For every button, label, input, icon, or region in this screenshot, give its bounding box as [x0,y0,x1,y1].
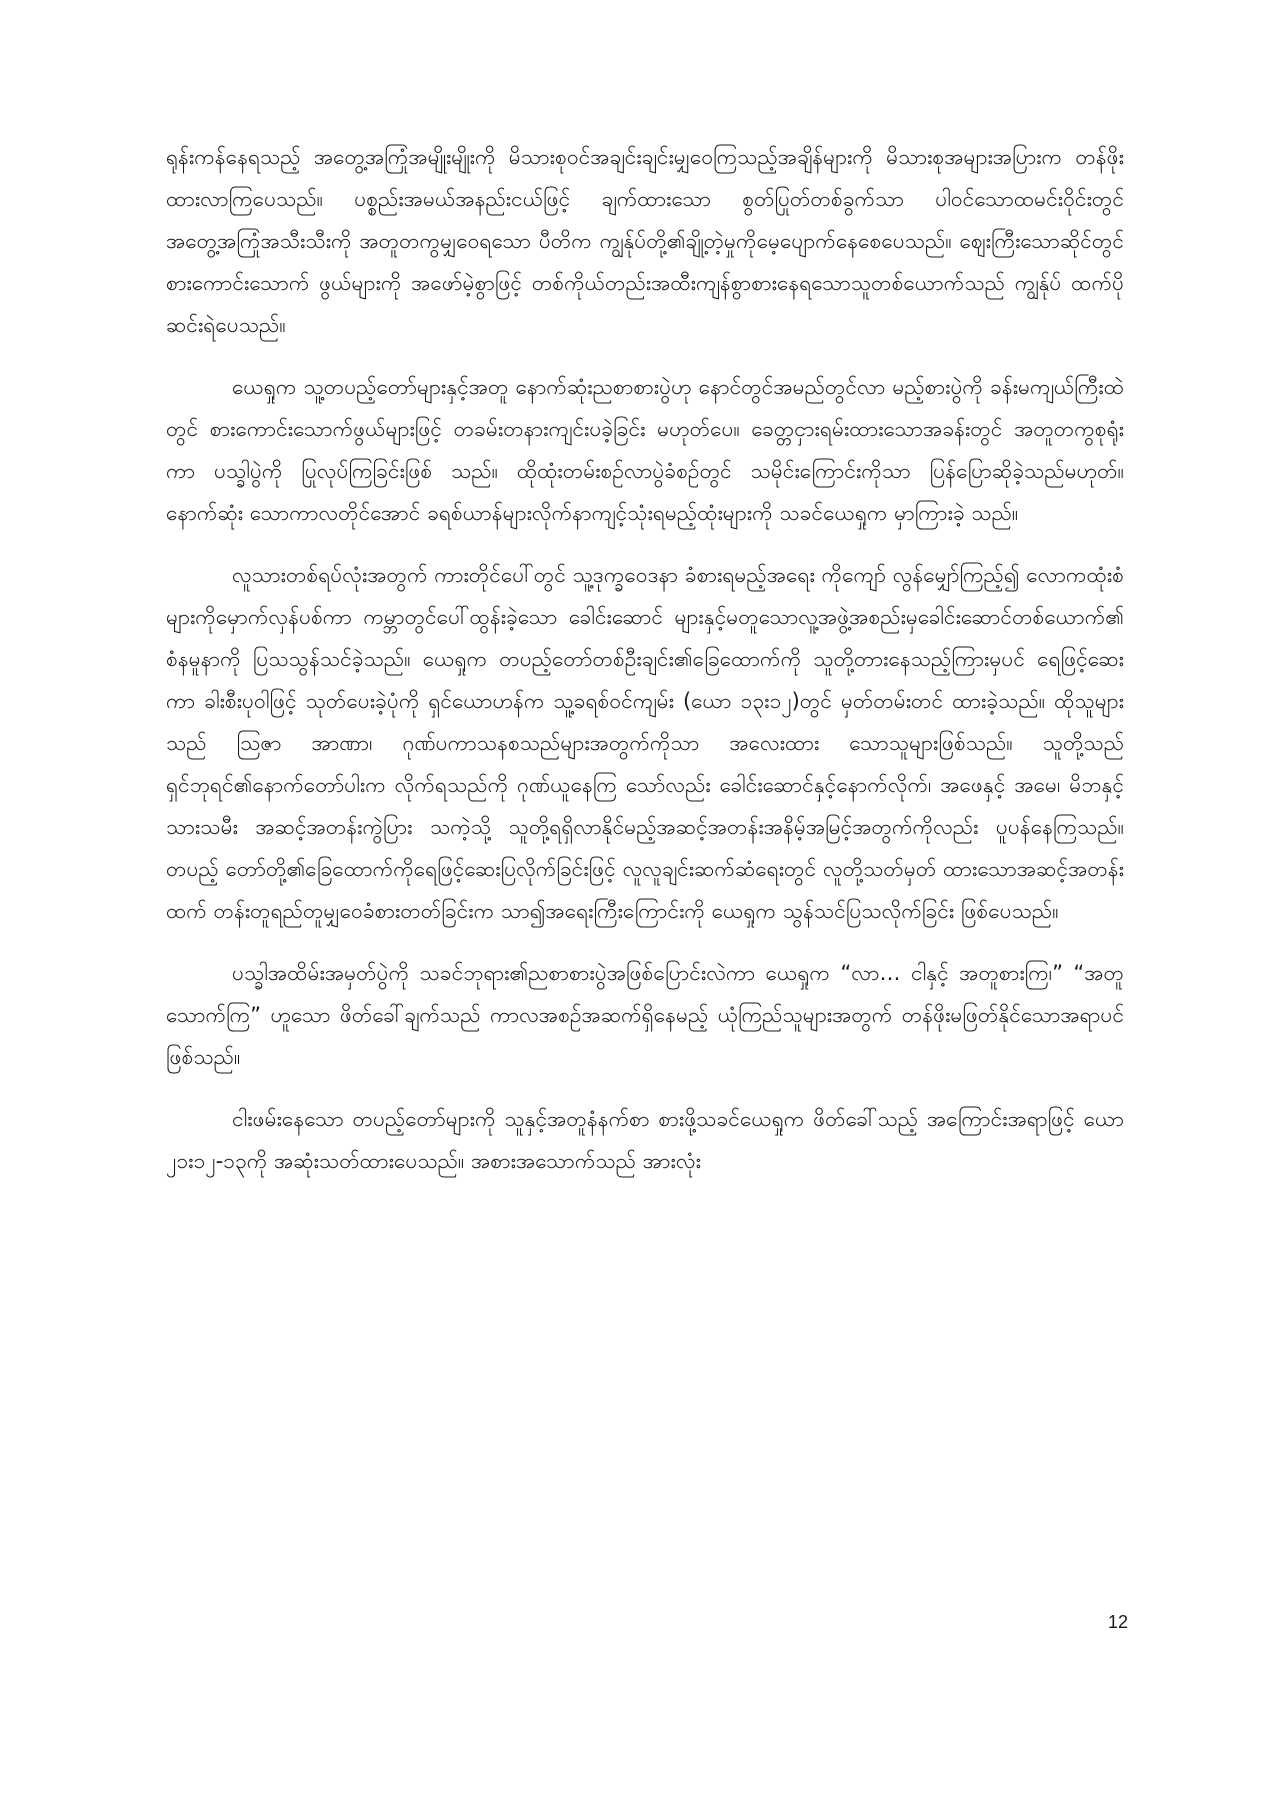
paragraph-4: ပသ္ခါအထိမ်းအမှတ်ပွဲကို သခင်ဘုရား၏ညစာစားပွဲအဖြစ်ပြောင်းလဲကာ ယေရှုက “လာ… ငါနှင့် အတူစားကြ၊” “အတူသောက်ကြ” ဟူသော ဖိတ်ခေါ်ချက်သည် ကာလအစဉ်အဆက်ရှိနေမည့် ယုံကြည်သူများအတွက် တန်ဖိုးမဖြတ်နိုင်သောအရာပင် ဖြစ်သည်။ [166,961,1124,1069]
paragraph-1: ရုန်းကန်နေရသည့် အတွေ့အကြုံအမျိုးမျိုးကို မိသားစုဝင်အချင်းချင်းမျှဝေကြသည့်အချိန်များကို မိသားစုအများအပြားက တန်ဖိုးထားလာကြပေသည်။ ပစ္စည်းအမယ်အနည်းငယ်ဖြင့် ချက်ထားသော စွတ်ပြုတ်တစ်ခွက်သာ ပါဝင်သောထမင်းဝိုင်းတွင် အတွေ့အကြုံအသီးသီးကို အတူတကွမျှဝေရသော ပီတိက ကျွန်ုပ်တို့၏ချို့တဲ့မှုကိုမေ့ပျောက်နေစေပေသည်။ ဈေးကြီးသောဆိုင်တွင်စားကောင်းသောက် ဖွယ်များကို အဖော်မဲ့စွာဖြင့် တစ်ကိုယ်တည်းအထီးကျန်စွာစားနေရသောသူတစ်ယောက်သည် ကျွန်ုပ် ထက်ပိုဆင်းရဲပေသည်။ [166,145,1124,337]
page-number: 12 [1107,1612,1128,1632]
paragraph-3: လူသားတစ်ရပ်လုံးအတွက် ကားတိုင်ပေါ်တွင် သူ့ဒုက္ခဝေဒနာ ခံစားရမည့်အရေး ကိုကျော် လွန်မျှော်ကြည့်၍ လောကထုံးစံများကိုမှောက်လှန်ပစ်ကာ ကမ္ဘာတွင်ပေါ်ထွန်းခဲ့သော ခေါင်းဆောင် များနှင့်မတူသောလူ့အဖွဲ့အစည်းမှခေါင်းဆောင်တစ်ယောက်၏ စံနမူနာကို ပြသသွန်သင်ခဲ့သည်။ ယေရှုက တပည့်တော်တစ်ဦးချင်း၏ခြေထောက်ကို သူတို့တားနေသည့်ကြားမှပင် ရေဖြင့်ဆေးကာ ခါးစီးပုဝါဖြင့် သုတ်ပေးခဲ့ပုံကို ရှင်ယောဟန်က သူ့ခရစ်ဝင်ကျမ်း (ယော ၁၃း၁၂)တွင် မှတ်တမ်းတင် ထားခဲ့သည်။ ထိုသူများသည် ဩဇာ အာဏာ၊ ဂုဏ်ပကာသနစသည်များအတွက်ကိုသာ အလေးထား သောသူများဖြစ်သည်။ သူတို့သည် ရှင်ဘုရင်၏နောက်တော်ပါးက လိုက်ရသည်ကို ဂုဏ်ယူနေကြ သော်လည်း ခေါင်းဆောင်နှင့်နောက်လိုက်၊ အဖေနှင့် အမေ၊ မိဘနှင့်သားသမီး အဆင့်အတန်းကွဲပြား သကဲ့သို့ သူတို့ရရှိလာနိုင်မည့်အဆင့်အတန်းအနိမ့်အမြင့်အတွက်ကိုလည်း ပူပန်နေကြသည်။ တပည့် တော်တို့၏ခြေထောက်ကိုရေဖြင့်ဆေးပြလိုက်ခြင်းဖြင့် လူလူချင်းဆက်ဆံရေးတွင် လူတို့သတ်မှတ် ထားသောအဆင့်အတန်းထက် တန်းတူရည်တူမျှဝေခံစားတတ်ခြင်းက သာ၍အရေးကြီးကြောင်းကို ယေရှုက သွန်သင်ပြသလိုက်ခြင်း ဖြစ်ပေသည်။ [166,563,1124,923]
paragraph-5: ငါးဖမ်းနေသော တပည့်တော်များကို သူနှင့်အတူနံနက်စာ စားဖို့သခင်ယေရှုက ဖိတ်ခေါ်သည့် အကြောင်းအရာဖြင့် ယော ၂၁း၁၂-၁၃ကို အဆုံးသတ်ထားပေသည်။ အစားအသောက်သည် အားလုံး [166,1107,1124,1173]
body-text [166,136,1124,1202]
paragraph-2: ယေရှုက သူ့တပည့်တော်များနှင့်အတူ နောက်ဆုံးညစာစားပွဲဟု နောင်တွင်အမည်တွင်လာ မည့်စားပွဲကို ခန်းမကျယ်ကြီးထဲတွင် စားကောင်းသောက်ဖွယ်များဖြင့် တခမ်းတနားကျင်းပခဲ့ခြင်း မဟုတ်ပေ။ ခေတ္တငှားရမ်းထားသောအခန်းတွင် အတူတကွစုရုံးကာ ပသ္ခါပွဲကို ပြုလုပ်ကြခြင်းဖြစ် သည်။ ထိုထုံးတမ်းစဉ်လာပွဲခံစဉ်တွင် သမိုင်းကြောင်းကိုသာ ပြန်ပြောဆိုခဲ့သည်မဟုတ်။ နောက်ဆုံး သောကာလတိုင်အောင် ခရစ်ယာန်များလိုက်နာကျင့်သုံးရမည့်ထုံးများကို သခင်ယေရှုက မှာကြားခဲ့ သည်။ [166,375,1124,525]
